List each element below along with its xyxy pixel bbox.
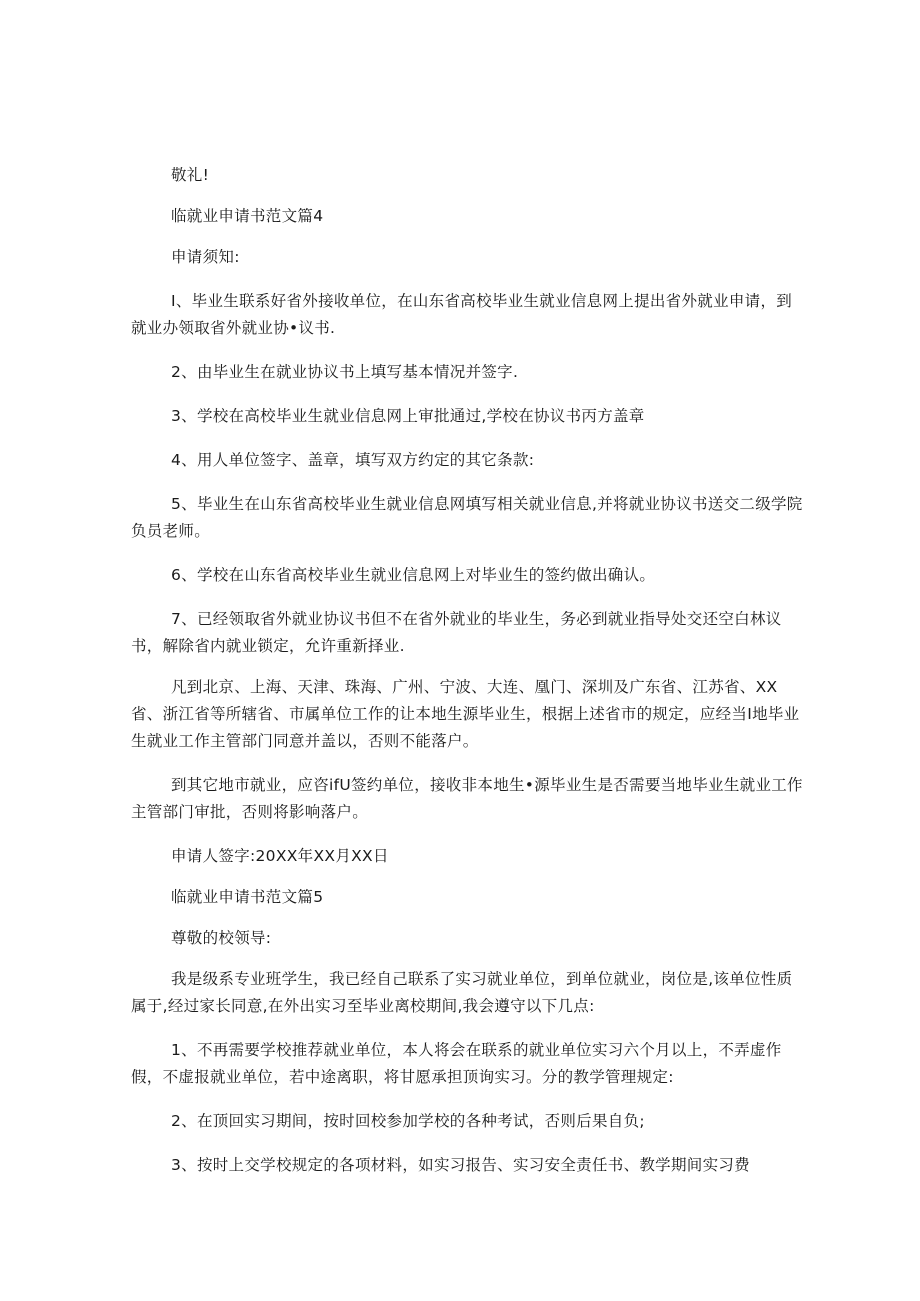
pledge-item-1: 1、不再需要学校推荐就业单位，本人将会在联系的就业单位实习六个月以上，不弄虚作假，不虚报就业单位，若中途离职，将甘愿承担顶询实习。分的教学管理规定: xyxy=(131,1041,782,1086)
closing-salutation: 敬礼! xyxy=(171,166,210,184)
pledge-item-3: 3、按时上交学校规定的各项材料，如实习报告、实习安全责任书、教学期间实习费 xyxy=(171,1156,750,1174)
section-title-5: 临就业申请书范文篇5 xyxy=(171,888,324,906)
pledge-item-2: 2、在顶回实习期间，按时回校参加学校的各种考试，否则后果自负; xyxy=(171,1112,645,1130)
applicant-signature-line: 申请人签字:20XX年XX月XX日 xyxy=(171,847,389,865)
notice-paragraph-cities: 凡到北京、上海、天津、珠海、广州、宁波、大连、凰门、深圳及广东省、江苏省、XX省、浙江省等所辖省、市属单位工作的让本地生源毕业生，根据上述省市的规定，应经当I地毕业生就业工作主管部门同意并盖以，否则不能落户。 xyxy=(131,678,800,750)
notice-item-2: 2、由毕业生在就业协议书上填写基本情况并签字. xyxy=(171,363,519,381)
letter-salutation: 尊敬的校领导: xyxy=(171,929,272,947)
notice-item-6: 6、学校在山东省高校毕业生就业信息网上对毕业生的签约做出确认。 xyxy=(171,566,656,584)
notice-item-3: 3、学校在高校毕业生就业信息网上审批通过,学校在协议书丙方盖章 xyxy=(171,407,645,425)
notice-item-4: 4、用人单位签字、盖章，填写双方约定的其它条款: xyxy=(171,451,535,469)
notice-paragraph-other-cities: 到其它地市就业，应咨ifU签约单位，接收非本地生•源毕业生是否需要当地毕业生就业工作主管部门审批，否则将影响落户。 xyxy=(131,776,803,821)
notice-item-5: 5、毕业生在山东省高校毕业生就业信息网填写相关就业信息,并将就业协议书送交二级学院负员老师。 xyxy=(131,495,803,540)
notice-item-7: 7、已经领取省外就业协议书但不在省外就业的毕业生，务必到就业指导处交还空白林议书，解除省内就业锁定，允许重新择业. xyxy=(131,610,782,655)
notice-item-1: I、毕业生联系好省外接收单位，在山东省高校毕业生就业信息网上提出省外就业申请，到就业办领取省外就业协•议书. xyxy=(131,292,793,337)
letter-intro-paragraph: 我是级系专业班学生，我已经自己联系了实习就业单位，到单位就业，岗位是,该单位性质属于,经过家长同意,在外出实习至毕业离校期间,我会遵守以下几点: xyxy=(131,970,793,1015)
notice-heading: 申请须知: xyxy=(171,248,240,266)
section-title-4: 临就业申请书范文篇4 xyxy=(171,207,324,225)
document-body xyxy=(131,162,803,1179)
